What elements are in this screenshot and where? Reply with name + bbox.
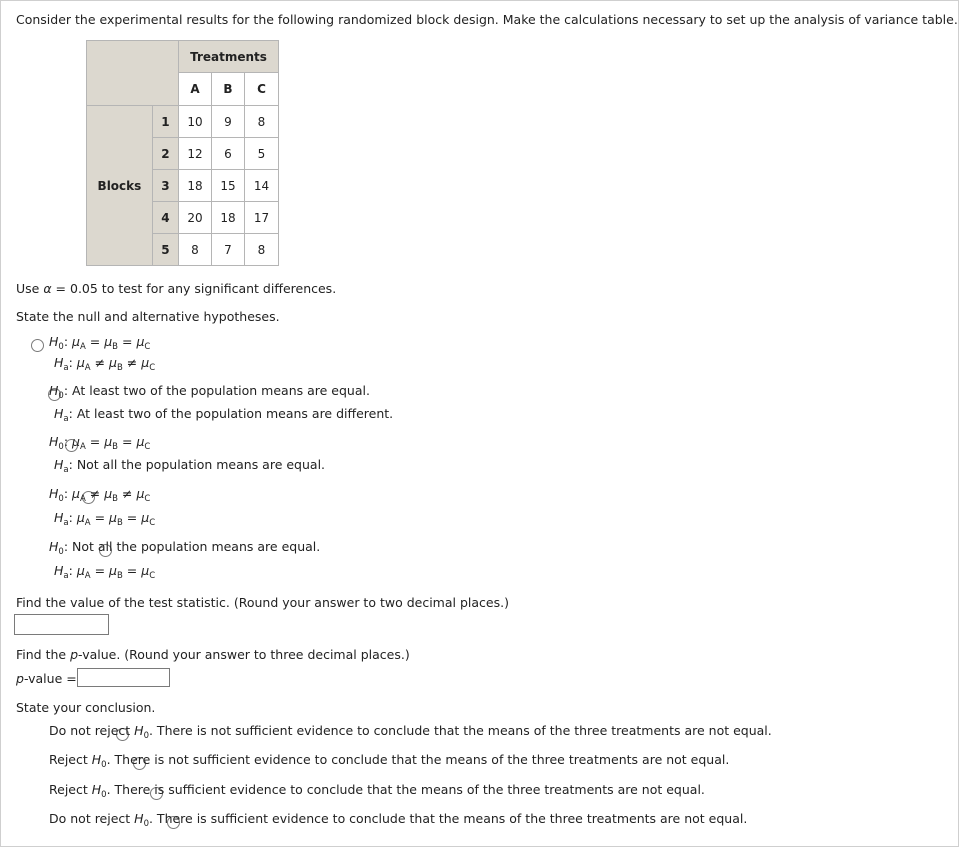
conclusion-option-3-label: Reject $H_0$. There is sufficient evidence to conclude that the means of the three treatments are not equal. [49,782,705,800]
table-cell: 9 [212,106,245,138]
table-cell: 12 [179,138,212,170]
block-number: 2 [152,138,178,170]
hypotheses-prompt: State the null and alternative hypotheses. [16,309,280,324]
table-cell: 8 [245,106,279,138]
table-cell: 5 [245,138,279,170]
hypothesis-option-2-ha: $H_a$: At least two of the population means are different. [54,406,394,424]
hypothesis-option-1-ha: $H_a$: $\mu_A \ne \mu_B \ne \mu_C$ [54,355,156,373]
block-number: 3 [152,170,178,202]
table-cell: 20 [179,202,212,234]
test-statistic-input[interactable] [14,614,109,635]
block-number: 1 [152,106,178,138]
table-cell: 15 [212,170,245,202]
table-cell: 6 [212,138,245,170]
hypothesis-option-1-radio[interactable] [31,339,44,352]
block-design-table [86,40,279,266]
column-header-a: A [179,73,212,106]
table-cell: 17 [245,202,279,234]
conclusion-prompt: State your conclusion. [16,700,156,715]
block-number: 4 [152,202,178,234]
alpha-prefix: Use [16,281,44,296]
hypothesis-option-1-h0: $H_0$: $\mu_A = \mu_B = \mu_C$ [49,334,151,352]
table-cell: 18 [212,202,245,234]
hypothesis-option-2-h0: $H_0$: At least two of the population means are equal. [49,383,370,401]
hypothesis-option-4-h0: $H_0$: $\mu_A \ne \mu_B \ne \mu_C$ [49,486,151,504]
table-corner [87,41,179,106]
question-intro: Consider the experimental results for the following randomized block design. Make the calculations necessary to set up the analysis of variance table. [16,12,958,27]
conclusion-option-2-label: Reject $H_0$. There is not sufficient evidence to conclude that the means of the three treatments are not equal. [49,752,730,770]
hypothesis-option-4-ha: $H_a$: $\mu_A = \mu_B = \mu_C$ [54,510,156,528]
alpha-statement [16,281,336,296]
conclusion-option-1-label: Do not reject $H_0$. There is not sufficient evidence to conclude that the means of the three treatments are not equal. [49,723,772,741]
table-cell: 8 [245,234,279,266]
pvalue-prompt: Find the p-value. (Round your answer to three decimal places.) [16,647,410,662]
blocks-label: Blocks [87,106,153,266]
hypothesis-option-3-ha: $H_a$: Not all the population means are equal. [54,457,326,475]
column-header-c: C [245,73,279,106]
pvalue-label: p-value = [16,671,77,686]
alpha-symbol: α [43,281,52,296]
table-cell: 8 [179,234,212,266]
pvalue-input[interactable] [77,668,170,687]
conclusion-option-4-label: Do not reject $H_0$. There is sufficient evidence to conclude that the means of the three treatments are not equal. [49,811,748,829]
table-cell: 14 [245,170,279,202]
hypothesis-option-5-h0: $H_0$: Not all the population means are equal. [49,539,321,557]
column-header-b: B [212,73,245,106]
hypothesis-option-3-h0: $H_0$: $\mu_A = \mu_B = \mu_C$ [49,434,151,452]
block-number: 5 [152,234,178,266]
test-statistic-prompt: Find the value of the test statistic. (Round your answer to two decimal places.) [16,595,509,610]
table-cell: 18 [179,170,212,202]
table-cell: 7 [212,234,245,266]
treatments-header: Treatments [179,41,279,73]
hypothesis-option-5-ha: $H_a$: $\mu_A = \mu_B = \mu_C$ [54,563,156,581]
table-cell: 10 [179,106,212,138]
alpha-suffix: = 0.05 to test for any significant differences. [51,281,337,296]
